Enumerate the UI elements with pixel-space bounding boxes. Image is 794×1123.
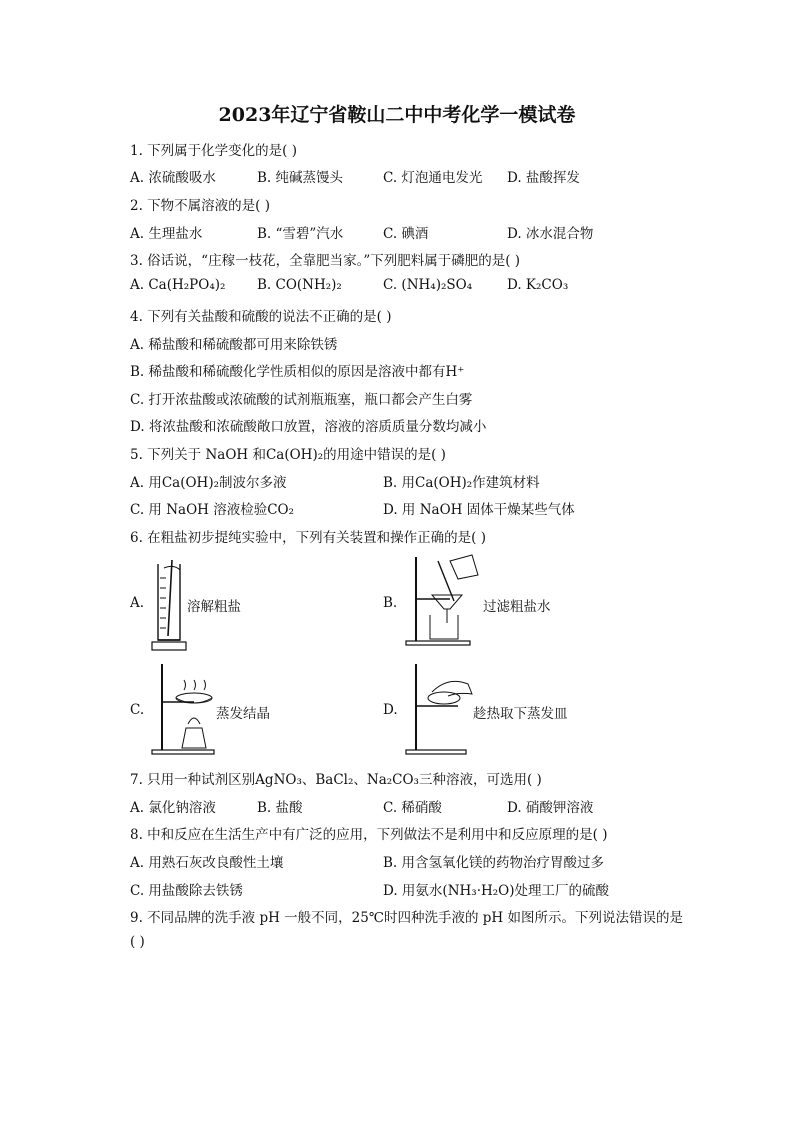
question-7-option-d: D. 硝酸钾溶液 xyxy=(507,800,594,816)
question-6-option-b: B. xyxy=(383,595,398,611)
question-7-option-a: A. 氯化钠溶液 xyxy=(130,800,216,816)
question-1-stem: 1. 下列属于化学变化的是( ) xyxy=(130,143,297,159)
question-6-option-d: D. xyxy=(383,702,398,718)
question-6-option-a: A. xyxy=(130,595,145,611)
question-3-stem: 3. 俗话说，“庄稼一枝花，全靠肥当家。”下列肥料属于磷肥的是( ) xyxy=(130,253,521,269)
question-6-stem: 6. 在粗盐初步提纯实验中，下列有关装置和操作正确的是( ) xyxy=(130,530,486,546)
question-9-stem: 9. 不同品牌的洗手液 pH 一般不同，25℃时四种洗手液的 pH 如图所示。下列说法错误的是 xyxy=(130,910,683,926)
question-3-option-c: C. (NH₄)₂SO₄ xyxy=(383,277,473,293)
figure-label-dissolve: 溶解粗盐 xyxy=(187,599,241,615)
question-8-option-d: D. 用氨水(NH₃·H₂O)处理工厂的硫酸 xyxy=(383,883,609,899)
question-6-option-c: C. xyxy=(130,702,145,718)
evaporation-setup-figure xyxy=(150,662,218,758)
figure-label-filter: 过滤粗盐水 xyxy=(483,599,551,615)
question-1-option-a: A. 浓硫酸吸水 xyxy=(130,170,216,186)
question-5-option-a: A. 用Ca(OH)₂制波尔多液 xyxy=(130,475,287,491)
question-1-option-c: C. 灯泡通电发光 xyxy=(383,170,483,186)
question-2-option-d: D. 冰水混合物 xyxy=(507,226,594,242)
question-3-option-a: A. Ca(H₂PO₄)₂ xyxy=(130,277,226,293)
question-7-option-b: B. 盐酸 xyxy=(257,800,303,816)
question-8-stem: 8. 中和反应在生活生产中有广泛的应用，下列做法不是利用中和反应原理的是( ) xyxy=(130,827,608,843)
question-8-option-c: C. 用盐酸除去铁锈 xyxy=(130,883,243,899)
page-title: 2023年辽宁省鞍山二中中考化学一模试卷 xyxy=(218,104,576,126)
figure-label-evaporate: 蒸发结晶 xyxy=(216,706,270,722)
question-2-stem: 2. 下物不属溶液的是( ) xyxy=(130,198,270,214)
question-4-option-c: C. 打开浓盐酸或浓硫酸的试剂瓶瓶塞，瓶口都会产生白雾 xyxy=(130,392,473,408)
question-1-option-d: D. 盐酸挥发 xyxy=(507,170,580,186)
question-4-option-a: A. 稀盐酸和稀硫酸都可用来除铁锈 xyxy=(130,337,338,353)
question-2-option-a: A. 生理盐水 xyxy=(130,226,203,242)
question-5-stem: 5. 下列关于 NaOH 和Ca(OH)₂的用途中错误的是( ) xyxy=(130,447,446,463)
remove-dish-figure xyxy=(402,662,474,758)
question-8-option-b: B. 用含氢氧化镁的药物治疗胃酸过多 xyxy=(383,855,605,871)
question-7-stem: 7. 只用一种试剂区别AgNO₃、BaCl₂、Na₂CO₃三种溶液，可选用( ) xyxy=(130,772,542,788)
filtration-setup-figure xyxy=(400,553,490,649)
question-3-option-b: B. CO(NH₂)₂ xyxy=(257,277,342,293)
question-4-stem: 4. 下列有关盐酸和硫酸的说法不正确的是( ) xyxy=(130,309,392,325)
question-8-option-a: A. 用熟石灰改良酸性土壤 xyxy=(130,855,284,871)
question-2-option-c: C. 碘酒 xyxy=(383,226,429,242)
question-5-option-c: C. 用 NaOH 溶液检验CO₂ xyxy=(130,502,295,518)
question-2-option-b: B. “雪碧”汽水 xyxy=(257,226,344,242)
question-4-option-b: B. 稀盐酸和稀硫酸化学性质相似的原因是溶液中都有H⁺ xyxy=(130,364,465,380)
question-5-option-b: B. 用Ca(OH)₂作建筑材料 xyxy=(383,475,540,491)
figure-label-remove-dish: 趁热取下蒸发皿 xyxy=(473,706,568,722)
dissolving-beaker-figure xyxy=(150,558,190,654)
question-9-stem-continued: ( ) xyxy=(130,934,145,950)
question-1-option-b: B. 纯碱蒸馒头 xyxy=(257,170,344,186)
question-3-option-d: D. K₂CO₃ xyxy=(507,277,569,293)
question-4-option-d: D. 将浓盐酸和浓硫酸敞口放置，溶液的溶质质量分数均减小 xyxy=(130,419,487,435)
question-7-option-c: C. 稀硝酸 xyxy=(383,800,442,816)
question-5-option-d: D. 用 NaOH 固体干燥某些气体 xyxy=(383,502,575,518)
